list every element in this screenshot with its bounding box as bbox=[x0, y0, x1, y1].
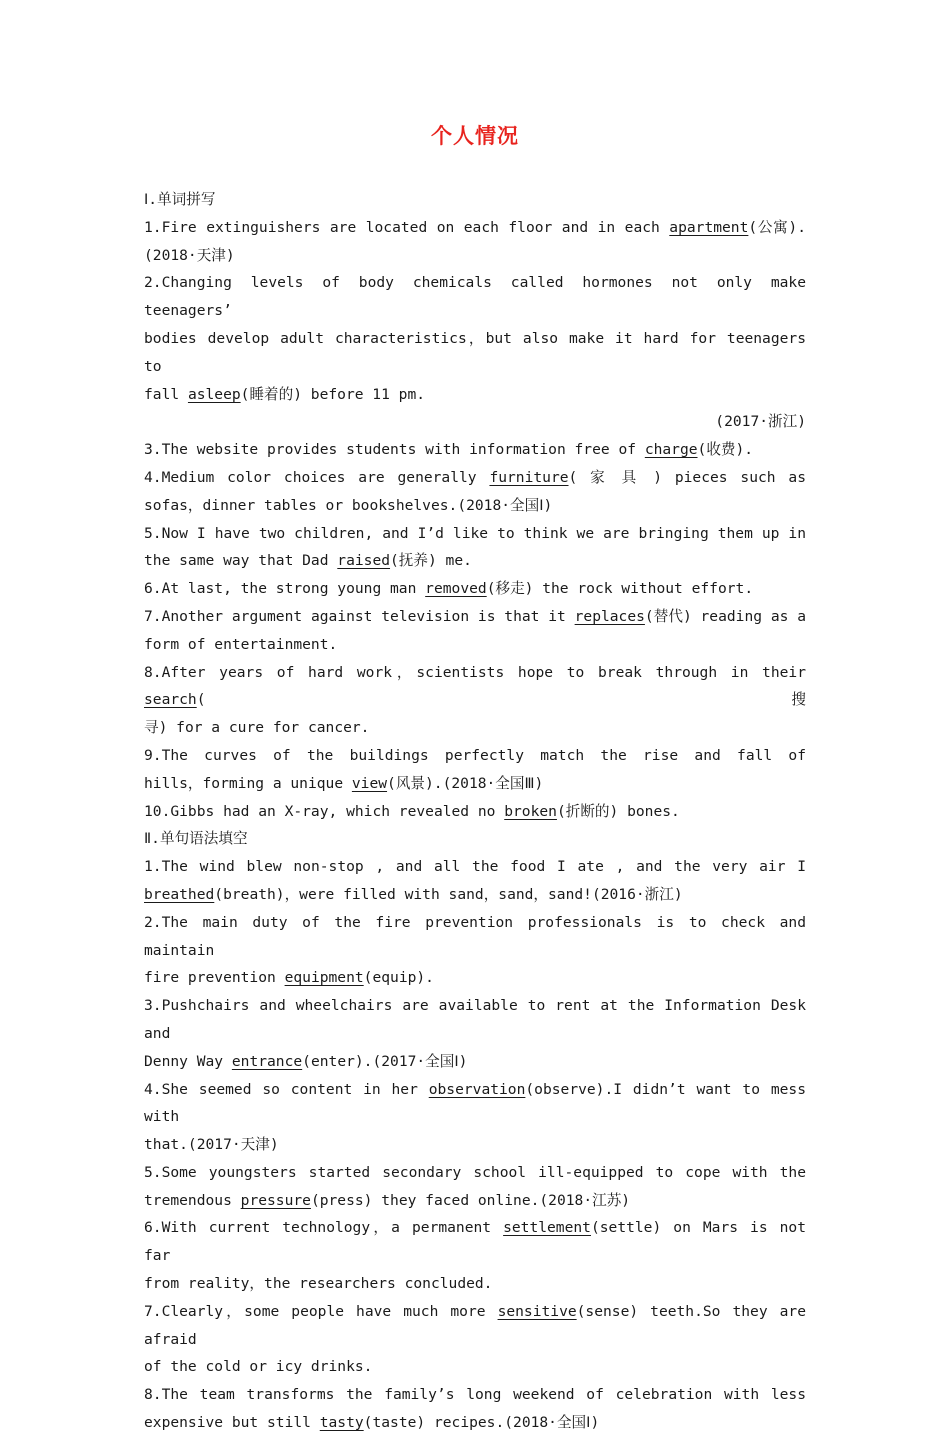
line-text: 3.The website provides students with information free of bbox=[144, 441, 645, 459]
answer-word: observation bbox=[428, 1080, 526, 1098]
line-text: 1.Fire extinguishers are located on each floor and in each bbox=[144, 218, 670, 236]
line-text: (2018·天津) bbox=[144, 246, 235, 264]
text-line bbox=[144, 547, 806, 575]
line-text: 5.Now I have two children, and I’d like to think we are bringing them up in bbox=[144, 524, 806, 542]
text-line bbox=[144, 269, 806, 325]
text-line bbox=[144, 381, 806, 409]
text-line bbox=[144, 464, 806, 492]
text-line bbox=[144, 1409, 806, 1437]
section-heading: Ⅰ.单词拼写 bbox=[144, 191, 216, 208]
line-text: (taste) recipes.(2018·全国Ⅰ) bbox=[363, 1414, 600, 1432]
answer-word: view bbox=[351, 774, 388, 792]
line-text: 8.After years of hard work，scientists hope to break through in their bbox=[144, 663, 806, 681]
answer-word: tasty bbox=[319, 1414, 364, 1432]
line-text: (风景).(2018·全国Ⅲ) bbox=[387, 774, 544, 792]
line-text: bodies develop adult characteristics，but also make it hard for teenagers to bbox=[144, 329, 806, 375]
line-text: 8.The team transforms the family’s long weekend of celebration with less bbox=[144, 1386, 806, 1404]
text-line bbox=[144, 436, 806, 464]
line-text: 6.At last, the strong young man bbox=[144, 580, 426, 598]
line-text: 3.Pushchairs and wheelchairs are available to rent at the Information Desk and bbox=[144, 997, 806, 1042]
line-text: 4.Medium color choices are generally bbox=[144, 468, 490, 486]
line-text: 2.The main duty of the fire prevention professionals is to check and maintain bbox=[144, 913, 806, 959]
answer-word: sensitive bbox=[497, 1302, 577, 1320]
answer-word: charge bbox=[644, 441, 698, 459]
section-heading: Ⅱ.单句语法填空 bbox=[144, 830, 248, 848]
line-text: (equip). bbox=[363, 969, 434, 987]
page-title: 个人情况 bbox=[431, 124, 519, 148]
line-text: 7.Another argument against television is that it bbox=[144, 607, 575, 625]
line-text: (observe).I didn’t want to mess with bbox=[144, 1080, 806, 1126]
text-line bbox=[144, 1353, 806, 1381]
line-text: 1.The wind blew non-stop , and all the food I ate , and the very air I bbox=[144, 858, 806, 876]
answer-word: pressure bbox=[240, 1191, 311, 1209]
line-text: tremendous bbox=[144, 1191, 241, 1209]
exercise-lines bbox=[144, 853, 806, 1437]
line-text: (收费). bbox=[697, 441, 754, 459]
line-text: form of entertainment. bbox=[144, 635, 338, 653]
line-text: (移走) the rock without effort. bbox=[486, 580, 754, 598]
line-text: (sense) teeth.So they are afraid bbox=[144, 1302, 806, 1348]
section-grammar-fill bbox=[144, 825, 806, 1437]
text-line bbox=[144, 214, 806, 242]
line-text: 7.Clearly，some people have much more bbox=[144, 1302, 498, 1320]
answer-word: replaces bbox=[574, 607, 645, 625]
line-text: 5.Some youngsters started secondary school ill-equipped to cope with the bbox=[144, 1163, 806, 1181]
line-text: sofas，dinner tables or bookshelves.(2018·全国Ⅰ) bbox=[144, 496, 553, 514]
text-line bbox=[144, 714, 806, 742]
text-line bbox=[144, 1159, 806, 1187]
line-text: (抚养) me. bbox=[390, 552, 472, 570]
text-line bbox=[144, 909, 806, 965]
line-text: 寻) for a cure for cancer. bbox=[144, 719, 370, 737]
text-line bbox=[144, 492, 806, 520]
line-text: (公寓). bbox=[748, 218, 806, 236]
line-text: (折断的) bones. bbox=[556, 802, 680, 820]
text-line bbox=[144, 1214, 806, 1270]
answer-word: raised bbox=[337, 552, 391, 570]
text-line bbox=[144, 853, 806, 881]
text-line bbox=[144, 659, 806, 715]
exercise-lines bbox=[144, 214, 806, 826]
text-line bbox=[144, 992, 806, 1048]
text-line bbox=[144, 1076, 806, 1132]
document-body bbox=[144, 186, 806, 1437]
answer-word: apartment bbox=[669, 218, 749, 236]
text-line bbox=[144, 242, 806, 270]
answer-word: breathed bbox=[144, 885, 215, 903]
text-line bbox=[144, 408, 806, 436]
line-text: of the cold or icy drinks. bbox=[144, 1358, 373, 1376]
line-text: expensive but still bbox=[144, 1414, 320, 1432]
answer-word: search bbox=[144, 691, 197, 709]
line-text: (enter).(2017·全国Ⅰ) bbox=[302, 1052, 468, 1070]
answer-word: equipment bbox=[284, 969, 364, 987]
text-line bbox=[144, 1131, 806, 1159]
text-line bbox=[144, 1187, 806, 1215]
text-line bbox=[144, 631, 806, 659]
answer-word: settlement bbox=[503, 1219, 591, 1237]
line-text: Denny Way bbox=[144, 1052, 232, 1070]
line-text: 9.The curves of the buildings perfectly match the rise and fall of bbox=[144, 746, 806, 764]
line-text: (breath)，were filled with sand，sand，sand!(2016·浙江) bbox=[214, 885, 683, 903]
section-word-spelling bbox=[144, 186, 806, 825]
answer-word: entrance bbox=[231, 1052, 303, 1070]
line-text: (press) they faced online.(2018·江苏) bbox=[310, 1191, 631, 1209]
answer-word: broken bbox=[504, 802, 557, 820]
line-text: (替代) reading as a bbox=[644, 607, 806, 625]
line-text: 6.With current technology，a permanent bbox=[144, 1219, 504, 1237]
text-line bbox=[144, 1048, 806, 1076]
line-text: from reality，the researchers concluded. bbox=[144, 1275, 493, 1293]
answer-word: removed bbox=[425, 580, 487, 598]
text-line bbox=[144, 603, 806, 631]
text-line bbox=[144, 1298, 806, 1354]
line-text: fall bbox=[144, 385, 188, 403]
line-text: (搜 bbox=[196, 691, 806, 709]
text-line bbox=[144, 742, 806, 770]
line-text: 10.Gibbs had an X-ray, which revealed no bbox=[144, 802, 505, 820]
line-text: 4.She seemed so content in her bbox=[144, 1080, 429, 1098]
answer-word: furniture bbox=[489, 468, 569, 486]
line-text: that.(2017·天津) bbox=[144, 1136, 279, 1154]
text-line bbox=[144, 520, 806, 548]
text-line bbox=[144, 1381, 806, 1409]
line-text: (settle) on Mars is not far bbox=[144, 1219, 806, 1265]
line-text: 2.Changing levels of body chemicals called hormones not only make teenagers’ bbox=[144, 274, 806, 320]
line-text: hills，forming a unique bbox=[144, 774, 352, 792]
answer-word: asleep bbox=[187, 385, 241, 403]
line-text: ( 家 具 ) pieces such as bbox=[568, 468, 806, 486]
line-text: the same way that Dad bbox=[144, 552, 338, 570]
text-line bbox=[144, 964, 806, 992]
text-line bbox=[144, 1270, 806, 1298]
text-line bbox=[144, 575, 806, 603]
text-line bbox=[144, 325, 806, 381]
text-line bbox=[144, 881, 806, 909]
line-text: (睡着的) before 11 pm. bbox=[240, 385, 426, 403]
text-line bbox=[144, 798, 806, 826]
line-text: (2017·浙江) bbox=[715, 413, 806, 431]
line-text: fire prevention bbox=[144, 969, 285, 987]
text-line bbox=[144, 770, 806, 798]
